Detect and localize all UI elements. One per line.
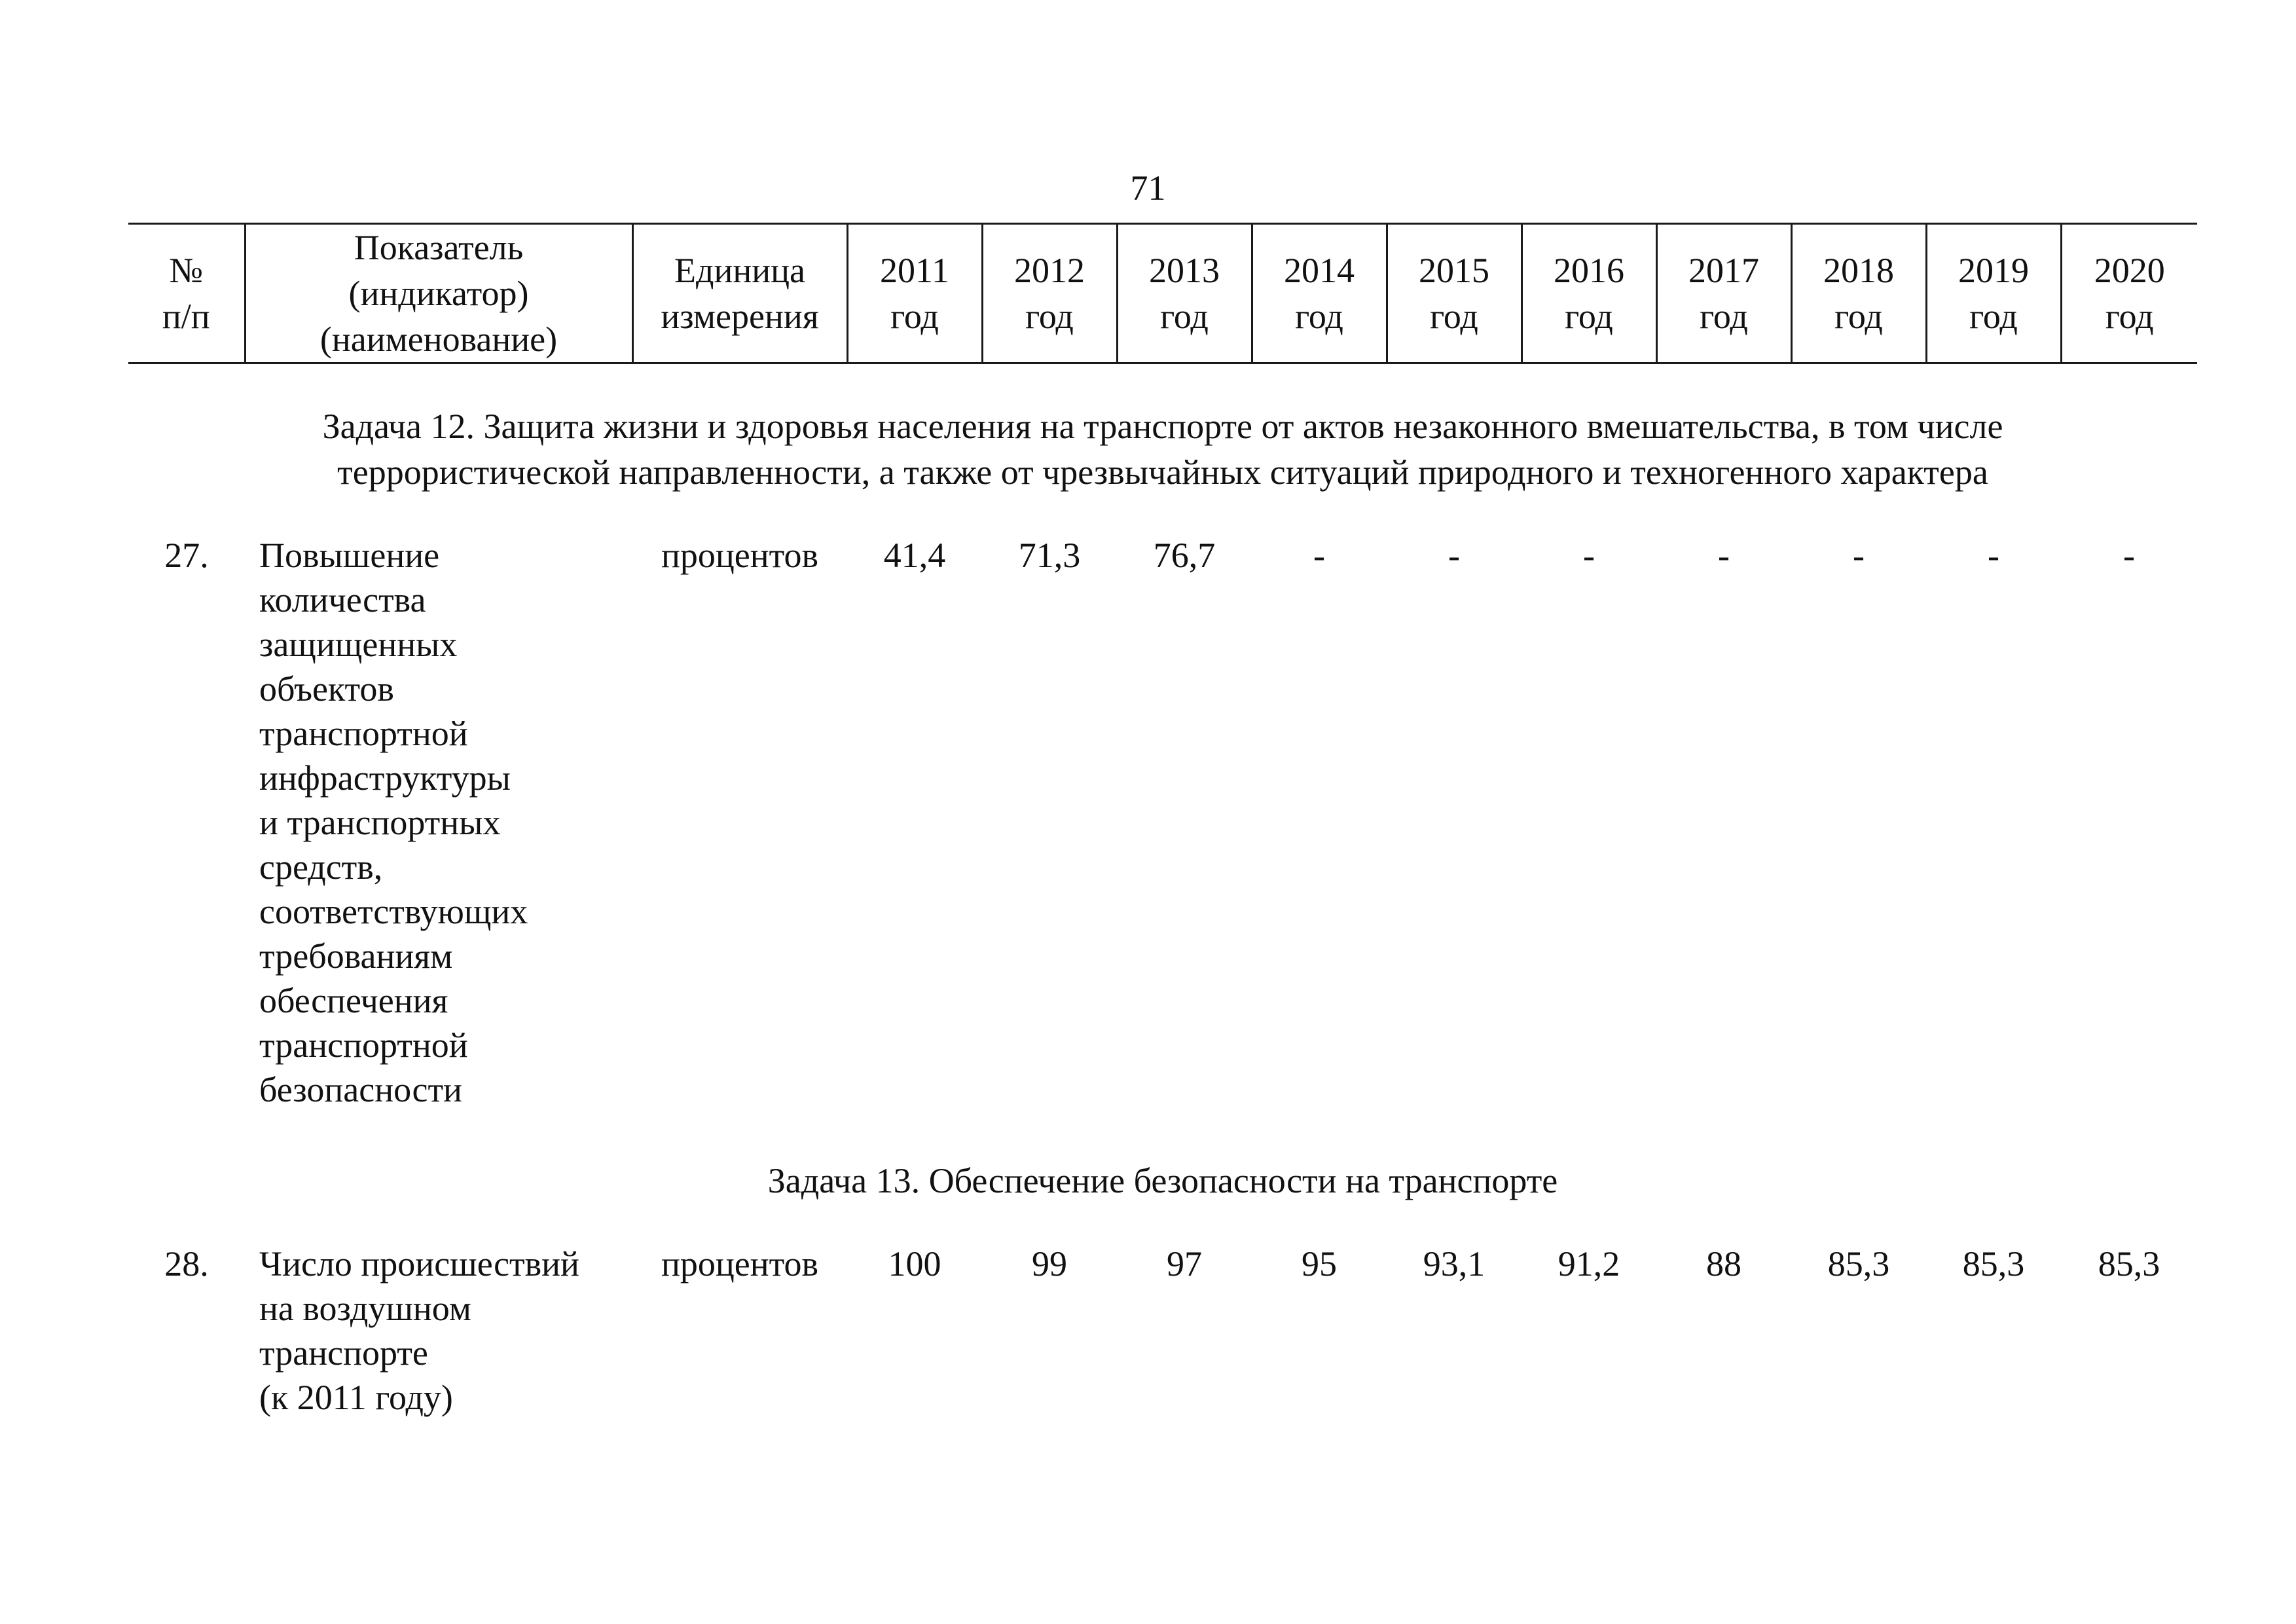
header-year-2016 [1522, 224, 1656, 363]
header-num-line: п/п [162, 297, 210, 336]
header-num-line: № [169, 251, 204, 290]
header-num [128, 224, 245, 363]
header-year-value: 2016 [1554, 251, 1624, 290]
value-cell-2011: 41,4 [883, 536, 946, 575]
table-row-27 [128, 533, 2197, 1112]
header-year-2014 [1252, 224, 1387, 363]
value-cell-2013: 97 [1167, 1244, 1202, 1283]
indicator-name-line: транспортной [259, 714, 468, 753]
row-number: 28. [164, 1244, 209, 1283]
value-cell-2016: - [1583, 536, 1595, 575]
indicator-name-line: транспортной [259, 1025, 468, 1065]
header-year-value: 2020 [2094, 251, 2165, 290]
header-year-label: год [1025, 297, 1074, 336]
header-year-2015 [1387, 224, 1522, 363]
value-cell-2011: 100 [888, 1244, 941, 1283]
value-cell-2014: - [1313, 536, 1325, 575]
header-unit [632, 224, 847, 363]
value-cell-2019: - [1988, 536, 1999, 575]
header-indicator-line: (индикатор) [348, 274, 529, 313]
indicator-name-line: Число происшествий [259, 1244, 579, 1283]
header-year-label: год [1160, 297, 1209, 336]
header-year-label: год [1430, 297, 1478, 336]
indicators-table [128, 223, 2197, 1420]
indicator-name-line: и транспортных [259, 803, 501, 842]
value-cell-2012: 71,3 [1018, 536, 1081, 575]
header-year-label: год [1834, 297, 1883, 336]
value-cell-2019: 85,3 [1962, 1244, 2025, 1283]
indicator-name-line: обеспечения [259, 981, 448, 1020]
header-year-label: год [2105, 297, 2154, 336]
value-cell-2020: 85,3 [2098, 1244, 2160, 1283]
value-cell-2015: 93,1 [1423, 1244, 1485, 1283]
header-year-value: 2011 [880, 251, 949, 290]
value-cell-2017: 88 [1706, 1244, 1741, 1283]
header-year-label: год [1700, 297, 1748, 336]
header-year-label: год [1969, 297, 2018, 336]
table-header-row [128, 224, 2197, 363]
value-cell-2016: 91,2 [1558, 1244, 1620, 1283]
header-unit-line: измерения [661, 297, 819, 336]
indicators-table-wrap [128, 223, 2197, 1420]
value-cell-2013: 76,7 [1153, 536, 1216, 575]
header-year-value: 2013 [1149, 251, 1220, 290]
indicator-name-line: на воздушном [259, 1289, 471, 1328]
value-cell-2018: 85,3 [1827, 1244, 1890, 1283]
row-number: 27. [164, 536, 209, 575]
indicator-name-line: количества [259, 580, 426, 619]
indicator-name-line: инфраструктуры [259, 758, 511, 798]
header-year-value: 2012 [1014, 251, 1085, 290]
header-year-value: 2018 [1823, 251, 1894, 290]
header-year-value: 2015 [1419, 251, 1489, 290]
header-year-2017 [1656, 224, 1791, 363]
header-unit-line: Единица [674, 251, 806, 290]
header-year-value: 2017 [1688, 251, 1759, 290]
indicator-name [245, 533, 632, 1112]
indicator-name-line: безопасности [259, 1070, 462, 1109]
indicator-name-line: (к 2011 году) [259, 1378, 453, 1417]
task-13-heading: Задача 13. Обеспечение безопасности на транспорте [767, 1161, 1558, 1200]
value-cell-2020: - [2123, 536, 2135, 575]
value-cell-2018: - [1853, 536, 1865, 575]
task-12-line: Задача 12. Защита жизни и здоровья населения на транспорте от актов незаконного вмешательства, в том числе [322, 407, 2003, 446]
indicator-name-line: объектов [259, 669, 394, 709]
value-cell-2012: 99 [1032, 1244, 1067, 1283]
indicator-name-line: соответствующих [259, 892, 528, 931]
indicator-name [245, 1242, 632, 1420]
header-indicator-line: Показатель [354, 228, 524, 267]
unit-cell: процентов [661, 536, 819, 575]
page-number: 71 [1130, 168, 1166, 208]
header-year-2020 [2061, 224, 2197, 363]
value-cell-2014: 95 [1302, 1244, 1337, 1283]
header-year-2018 [1791, 224, 1926, 363]
header-year-value: 2019 [1958, 251, 2029, 290]
task-12-heading [128, 363, 2197, 534]
header-year-label: год [1295, 297, 1343, 336]
header-indicator-line: (наименование) [319, 320, 558, 359]
value-cell-2015: - [1448, 536, 1460, 575]
task-13-row [128, 1112, 2197, 1242]
header-year-label: год [890, 297, 939, 336]
header-year-2013 [1117, 224, 1252, 363]
header-year-2019 [1926, 224, 2061, 363]
indicator-name-line: Повышение [259, 536, 440, 575]
header-indicator [245, 224, 632, 363]
header-year-value: 2014 [1284, 251, 1355, 290]
header-year-label: год [1565, 297, 1613, 336]
indicator-name-line: транспорте [259, 1333, 428, 1373]
value-cell-2017: - [1718, 536, 1730, 575]
indicator-name-line: требованиям [259, 936, 453, 976]
unit-cell: процентов [661, 1244, 819, 1283]
header-year-2012 [982, 224, 1117, 363]
table-row-28 [128, 1242, 2197, 1420]
header-year-2011 [847, 224, 982, 363]
indicator-name-line: защищенных [259, 625, 458, 664]
indicator-name-line: средств, [259, 847, 383, 887]
task-12-row [128, 363, 2197, 534]
task-12-line: террористической направленности, а также от чрезвычайных ситуаций природного и техногенного характера [337, 452, 1988, 492]
